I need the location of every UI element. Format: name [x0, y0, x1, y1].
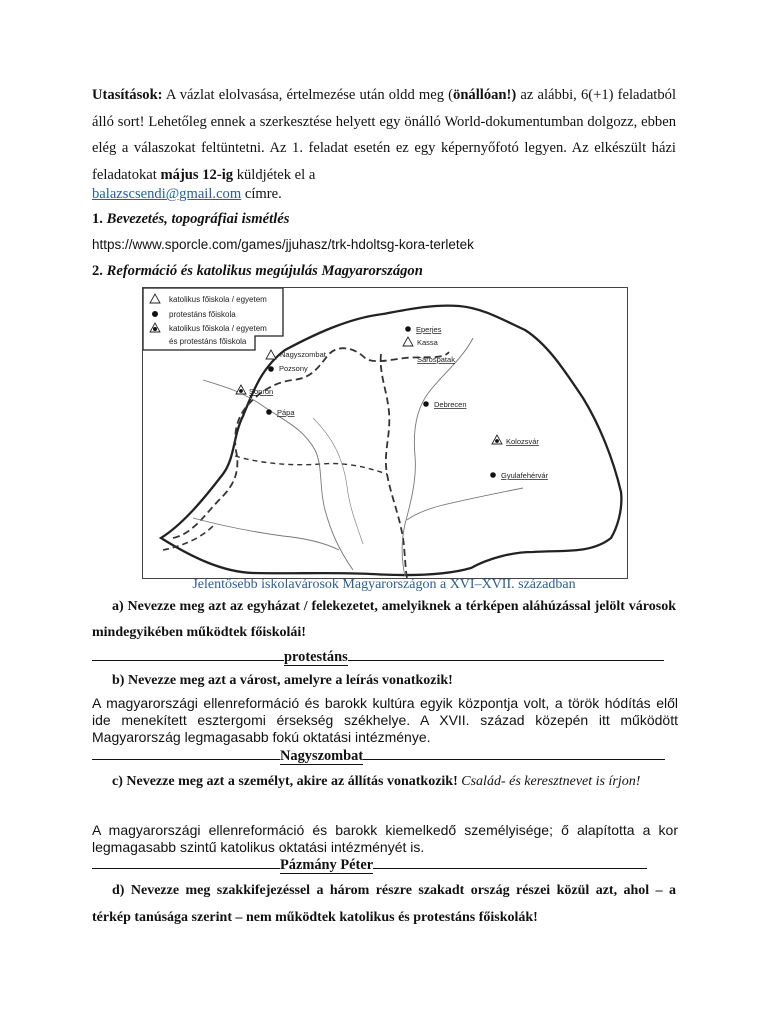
dot-icon: [405, 326, 411, 332]
city-eperjes: [405, 325, 441, 334]
task1-url[interactable]: https://www.sporcle.com/games/jjuhasz/trk-hdoltsg-kora-terletek: [92, 237, 474, 252]
map-legend: [143, 288, 283, 350]
task1-heading: [92, 211, 289, 228]
svg-text:Debrecen: Debrecen: [434, 400, 467, 409]
triangle-icon: [266, 350, 276, 359]
tisza-river: [402, 338, 473, 576]
dot-icon: [423, 401, 429, 407]
instructions-text: A vázlat elolvasása, értelmezése után oldd meg (: [162, 87, 454, 103]
answer-a: protestáns: [284, 649, 348, 665]
question-label: d): [112, 883, 125, 898]
legend-label: katolikus főiskola / egyetem: [169, 295, 267, 304]
svg-text:Nagyszombat: Nagyszombat: [280, 350, 326, 359]
blank-line: [92, 856, 280, 869]
question-a: [92, 594, 676, 646]
task-number: 1.: [92, 211, 103, 227]
map-caption: Jelentősebb iskolavárosok Magyarországon a XVI–XVII. században: [192, 577, 576, 592]
instructions-text: címre.: [241, 186, 282, 202]
blank-line: [92, 747, 280, 760]
question-text: Nevezze meg azt a személyt, akire az állítás vonatkozik!: [126, 774, 458, 789]
city-nagyszombat: [266, 350, 327, 359]
task2-title: Reformáció és katolikus megújulás Magyarországon: [106, 263, 423, 279]
school-towns-map: [142, 287, 628, 579]
legend-label: katolikus főiskola / egyetem: [169, 324, 267, 333]
email-line: [92, 186, 282, 203]
answer-b-line[interactable]: [92, 747, 665, 765]
city-debrecen: [423, 400, 466, 409]
svg-text:Sopron: Sopron: [249, 387, 274, 396]
svg-text:Pápa: Pápa: [277, 408, 295, 417]
blank-line: [92, 648, 284, 661]
map-svg: [143, 288, 627, 578]
svg-text:Pozsony: Pozsony: [279, 364, 308, 373]
answer-c-line[interactable]: [92, 856, 647, 874]
river-branch: [313, 418, 363, 544]
instructions-text: az alábbi, 6(+1) feladatból álló sort! Lehetőleg ennek a szerkesztése helyett egy önálló World-dokumentumban dolgozz, ebben elég a válaszokat feltüntetni. Az 1. feladat esetén ez egy képernyőfotó legyen. Az elkészült házi feladatokat: [92, 87, 676, 183]
city-kassa: [403, 337, 439, 347]
task1-title: Bevezetés, topográfiai ismétlés: [106, 211, 290, 227]
dot-icon: [490, 472, 496, 478]
dot-icon: [266, 409, 272, 415]
svg-text:Kassa: Kassa: [417, 338, 438, 347]
question-text: Nevezze meg azt a várost, amelyre a leírás vonatkozik!: [127, 673, 453, 688]
city-pozsony: [268, 364, 308, 373]
question-note: Család- és keresztnevet is írjon!: [461, 774, 641, 789]
instructions-label: Utasítások:: [92, 87, 163, 103]
svg-text:Sárospatak: Sárospatak: [417, 355, 455, 364]
city-gyulafehervar: [490, 471, 548, 480]
task-number: 2.: [92, 263, 103, 279]
legend-label: protestáns főiskola: [169, 310, 236, 319]
city-sarospatak: [417, 355, 455, 364]
question-text: Nevezze meg szakkifejezéssel a három részre szakadt ország részei közül azt, ahol – a térkép tanúsága szerint – nem működtek katolikus és protestáns főiskolák!: [92, 883, 676, 925]
description-b: A magyarországi ellenreformáció és barokk kultúra egyik központja volt, a török hódítás elől ide menekített esztergomi érsekség székhelye. A XVII. század közepén itt működött Magyarország legmagasabb fokú oktatási intézménye.: [92, 695, 678, 745]
question-b: [92, 668, 676, 694]
city-papa: [266, 408, 295, 417]
legend-label: és protestáns főiskola: [169, 337, 247, 346]
south-border: [163, 526, 213, 550]
blank-line: [348, 648, 664, 661]
description-c: A magyarországi ellenreformáció és barokk kiemelkedő személyisége; ő alapította a kor legmagasabb szintű katolikus oktatási intézményét is.: [92, 822, 678, 855]
svg-text:Kolozsvár: Kolozsvár: [506, 437, 539, 446]
blank-line: [373, 856, 647, 869]
svg-text:Eperjes: Eperjes: [416, 325, 442, 334]
question-d: [92, 877, 676, 931]
svg-text:Gyulafehérvár: Gyulafehérvár: [501, 471, 549, 480]
question-c: [92, 768, 676, 795]
question-label: a): [112, 599, 124, 614]
instructions-text: küldjétek el a: [233, 166, 316, 183]
deadline: május 12-ig: [160, 166, 234, 183]
principality-border: [381, 354, 407, 578]
instructions-paragraph: [92, 82, 676, 188]
triangle-icon: [403, 337, 413, 346]
city-sopron: [236, 385, 273, 396]
city-kolozsvar: [492, 435, 539, 446]
maros-river: [407, 488, 523, 520]
answer-a-line[interactable]: [92, 648, 664, 666]
question-text: Nevezze meg azt az egyházat / felekezetet, amelyiknek a térképen aláhúzással jelölt városok mindegyikében működtek főiskolái!: [92, 599, 677, 640]
question-label: c): [112, 774, 123, 789]
drava-river: [193, 518, 339, 550]
instructions-emphasis: önállóan!): [453, 87, 517, 103]
dot-icon: [268, 366, 274, 372]
question-label: b): [112, 673, 125, 688]
blank-line: [363, 747, 665, 760]
task2-heading: [92, 263, 423, 280]
inner-border: [235, 456, 387, 474]
email-link[interactable]: balazscsendi@gmail.com: [92, 186, 242, 202]
dot-icon: [152, 311, 158, 317]
answer-c: Pázmány Péter: [280, 857, 374, 873]
answer-b: Nagyszombat: [280, 748, 364, 764]
